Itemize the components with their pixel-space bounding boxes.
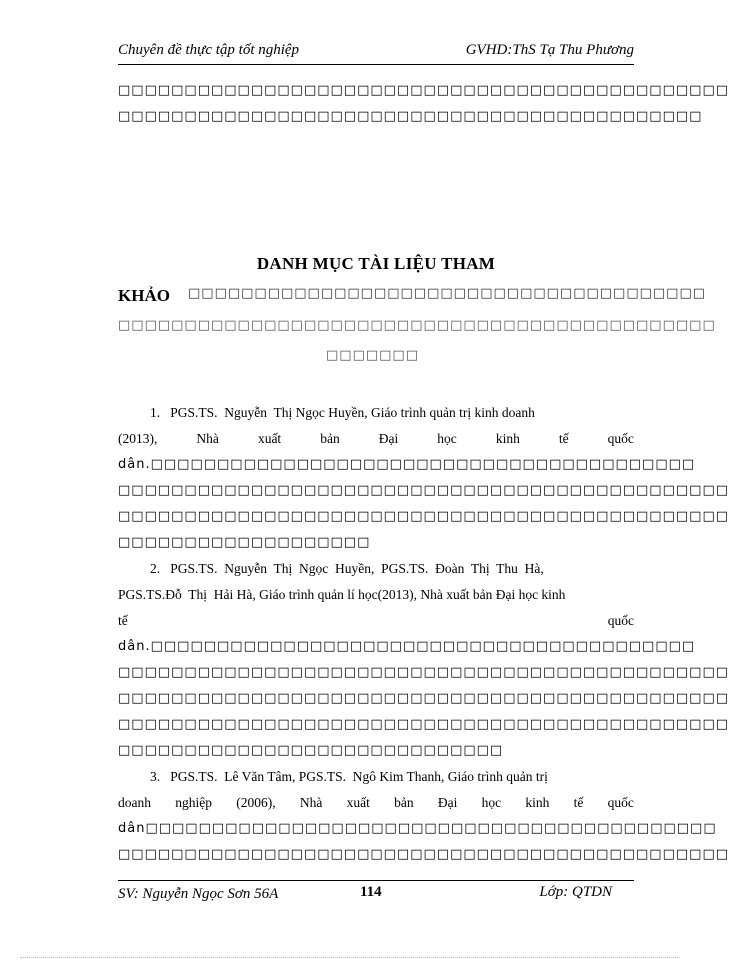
reference-line: 3. PGS.TS. Lê Văn Tâm, PGS.TS. Ngô Kim Thanh, Giáo trình quản trị	[150, 769, 548, 784]
header-right: GVHD:ThS Tạ Thu Phương	[465, 42, 634, 58]
section-title-continued: KHẢO	[118, 286, 170, 305]
reference-word: Nhà	[299, 795, 323, 810]
reference-word: (2013),	[118, 431, 158, 446]
reference-line: □□□□□□□□□□□□□□□□□□□□□□□□□□□□□	[118, 743, 504, 758]
reference-word: bản	[320, 431, 340, 446]
reference-line: dân□□□□□□□□□□□□□□□□□□□□□□□□□□□□□□□□□□□□□□□□□□□	[118, 821, 717, 836]
reference-word: tế	[573, 795, 584, 810]
reference-word: xuất	[346, 795, 370, 810]
reference-word: quốc	[607, 613, 634, 628]
reference-line: □□□□□□□□□□□□□□□□□□□□□□□□□□□□□□□□□□□□□□□□□□□□□□	[118, 509, 729, 524]
reference-line: □□□□□□□□□□□□□□□□□□□□□□□□□□□□□□□□□□□□□□□□□□□□□□	[118, 483, 729, 498]
header-left: Chuyên đề thực tập tốt nghiệp	[118, 42, 300, 58]
reference-line: dân.□□□□□□□□□□□□□□□□□□□□□□□□□□□□□□□□□□□□□□□□□	[118, 639, 696, 654]
reference-word: doanh	[118, 795, 151, 810]
reference-word: (2006),	[236, 795, 276, 810]
page-edge-dotted-line	[20, 957, 680, 958]
title-boxes: □□□□□□□□□□□□□□□□□□□□□□□□□□□□□□□□□□□□□□□	[188, 286, 707, 301]
reference-word: nghiệp	[175, 795, 212, 810]
reference-word: học	[437, 431, 457, 446]
intro-text	[118, 78, 729, 130]
reference-line: □□□□□□□□□□□□□□□□□□□□□□□□□□□□□□□□□□□□□□□□□□□□□□	[118, 665, 729, 680]
reference-line: □□□□□□□□□□□□□□□□□□□□□□□□□□□□□□□□□□□□□□□□□□□□□□	[118, 717, 729, 732]
reference-word: học	[481, 795, 502, 810]
footer-class: Lớp: QTDN	[539, 884, 612, 900]
reference-word: Đại	[378, 431, 399, 446]
title-boxes: □□□□□□□	[326, 348, 419, 363]
reference-line	[118, 608, 634, 634]
reference-item	[118, 556, 729, 764]
reference-line: □□□□□□□□□□□□□□□□□□□□□□□□□□□□□□□□□□□□□□□□□□□□□□	[118, 847, 729, 862]
reference-line: dân.□□□□□□□□□□□□□□□□□□□□□□□□□□□□□□□□□□□□□□□□□	[118, 457, 696, 472]
footer-rule	[118, 880, 634, 881]
section-title: DANH MỤC TÀI LIỆU THAM	[256, 254, 496, 273]
reference-word: bản	[394, 795, 414, 810]
header-rule	[118, 64, 634, 65]
reference-word: quốc	[607, 795, 634, 810]
title-boxes: □□□□□□□□□□□□□□□□□□□□□□□□□□□□□□□□□□□□□□□□□□□□□	[118, 318, 716, 333]
reference-word: Nhà	[196, 431, 219, 446]
reference-line	[118, 426, 634, 452]
reference-line: 1. PGS.TS. Nguyễn Thị Ngọc Huyền, Giáo trình quản trị kinh doanh	[150, 405, 535, 420]
reference-line: □□□□□□□□□□□□□□□□□□□	[118, 535, 371, 550]
reference-word: Đại	[437, 795, 458, 810]
reference-line: □□□□□□□□□□□□□□□□□□□□□□□□□□□□□□□□□□□□□□□□□□□□□□	[118, 691, 729, 706]
reference-line	[118, 790, 634, 816]
reference-item	[118, 400, 729, 556]
reference-word: xuất	[257, 431, 282, 446]
reference-word: tế	[558, 431, 569, 446]
reference-word: quốc	[607, 431, 634, 446]
page-header	[118, 40, 634, 64]
intro-line: □□□□□□□□□□□□□□□□□□□□□□□□□□□□□□□□□□□□□□□□□□□□	[118, 109, 703, 124]
reference-line: 2. PGS.TS. Nguyễn Thị Ngọc Huyền, PGS.TS. Đoàn Thị Thu Hà,	[150, 561, 544, 576]
page-number: 114	[360, 884, 382, 900]
reference-word: kinh	[525, 795, 550, 810]
reference-item	[118, 764, 729, 868]
footer-student: SV: Nguyễn Ngọc Sơn 56A	[118, 886, 279, 902]
reference-line: PGS.TS.Đỗ Thị Hải Hà, Giáo trình quản lí học(2013), Nhà xuất bản Đại học kinh	[118, 587, 566, 602]
reference-word: tế	[118, 613, 128, 628]
reference-word: kinh	[495, 431, 520, 446]
intro-line: □□□□□□□□□□□□□□□□□□□□□□□□□□□□□□□□□□□□□□□□□□□□□□	[118, 83, 729, 98]
